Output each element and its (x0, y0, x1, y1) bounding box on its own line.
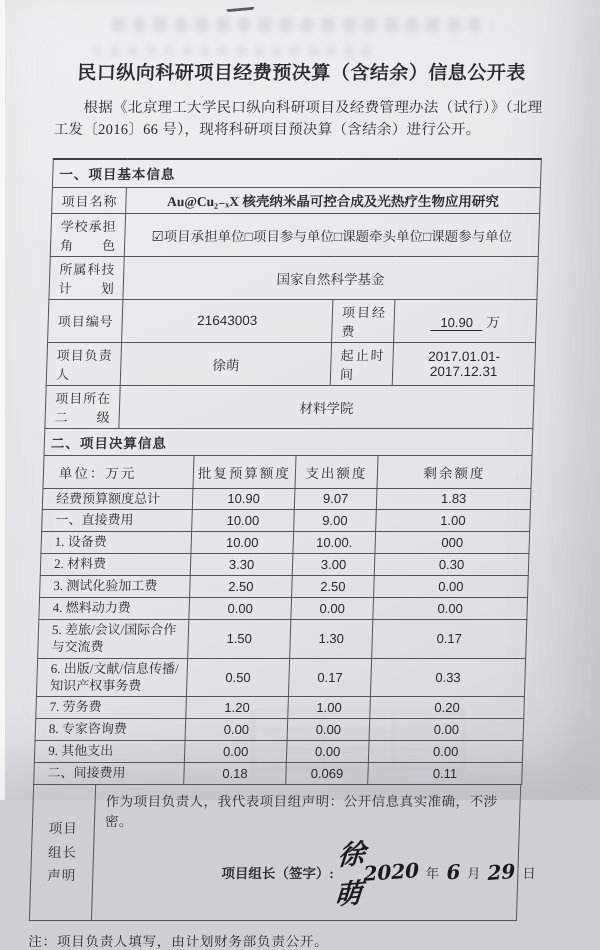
row-label: 经费预算额度总计 (42, 488, 193, 510)
approved-amount: 0.00 (184, 741, 287, 763)
table-row (50, 213, 539, 256)
signature-line (102, 833, 537, 911)
approved-amount: 0.00 (189, 597, 292, 619)
project-number-label: 项目编号 (48, 299, 123, 342)
fund-unit: 万 (486, 314, 501, 330)
spent-amount: 10.00. (293, 532, 376, 554)
budget-row (40, 576, 529, 598)
day-suffix: 日 (522, 865, 537, 881)
department-label: 项目所在二级 (45, 385, 120, 428)
declaration-label (29, 784, 95, 920)
budget-row (36, 697, 525, 719)
declaration-table (29, 784, 537, 921)
approved-amount: 1.20 (186, 697, 289, 719)
remaining-amount: 0.11 (368, 763, 523, 785)
paper-edge (0, 0, 5, 800)
table-row (45, 385, 534, 428)
table-row (49, 256, 538, 299)
leader-label: 项目负责人 (46, 342, 121, 385)
budget-row (41, 532, 530, 554)
spent-header: 支出额度 (295, 455, 378, 488)
remaining-amount: 0.33 (370, 658, 525, 697)
remaining-amount: 0.20 (370, 697, 525, 719)
row-label: 5. 差旅/会议/国际合作与交流费 (38, 619, 189, 658)
declaration-row (29, 784, 520, 920)
remaining-amount: 0.17 (372, 619, 527, 658)
row-label: 6. 出版/文献/信息传播/知识产权事务费 (36, 658, 187, 697)
remaining-amount: 1.83 (376, 488, 531, 510)
budget-row (34, 741, 523, 763)
department-value: 材料学院 (119, 385, 534, 428)
row-label: 2. 材料费 (40, 554, 191, 576)
row-label: 8. 专家咨询费 (35, 719, 186, 741)
remaining-amount: 0.00 (368, 741, 523, 763)
approved-amount: 10.90 (192, 488, 295, 510)
budget-row (38, 619, 527, 658)
project-number-value: 21643003 (122, 299, 333, 342)
row-label: 7. 劳务费 (36, 697, 187, 719)
signature-label: 项目组长（签字）: (221, 865, 335, 881)
remaining-amount: 0.00 (374, 576, 529, 598)
bleed-through-text (92, 46, 372, 56)
project-name-value: Au@Cu₂₋ₓX 核壳纳米晶可控合成及光热疗生物应用研究 (126, 187, 541, 213)
approved-amount: 10.00 (191, 532, 294, 554)
spent-amount: 0.00 (287, 719, 370, 741)
bleed-through-text (112, 18, 492, 32)
section-title-budget: 二、项目决算信息 (44, 428, 533, 455)
budget-row (42, 488, 531, 510)
budget-row (40, 554, 529, 576)
approved-amount: 10.00 (192, 510, 295, 532)
row-label: 一、直接费用 (42, 510, 193, 532)
intro-paragraph: 根据《北京理工大学民口纵向科研项目及经费管理办法（试行）》（北理工发〔2016〕66 号），现将科研项目预决算（含结余）进行公开。 (53, 100, 543, 138)
approved-amount: 1.50 (188, 619, 291, 658)
date-month: 6 (445, 859, 461, 885)
project-name-label: 项目名称 (52, 187, 127, 213)
date-day: 29 (487, 859, 516, 885)
row-label: 3. 测试化验加工费 (40, 576, 191, 598)
page-title: 民口纵向科研项目经费预决算（含结余）信息公开表 (76, 63, 527, 84)
period-label: 起止时间 (330, 342, 393, 385)
program-value: 国家自然科学基金 (123, 256, 538, 299)
project-fund-value (394, 299, 537, 342)
declaration-body (91, 784, 537, 920)
handwritten-signature: 徐萌 (332, 838, 366, 911)
row-label: 二、间接费用 (34, 763, 185, 785)
table-row (48, 299, 537, 342)
budget-row (36, 658, 525, 697)
spent-amount: 9.07 (294, 488, 377, 510)
spent-amount: 0.00 (286, 741, 369, 763)
approved-header: 批复预算额度 (193, 455, 296, 488)
form-document (28, 58, 548, 950)
remaining-header: 剩余额度 (377, 455, 532, 488)
spent-amount: 0.00 (291, 597, 374, 619)
approved-amount: 3.30 (190, 554, 293, 576)
budget-row (39, 597, 528, 619)
remaining-amount: 0.30 (374, 554, 529, 576)
project-fund-label: 项目经费 (332, 299, 395, 342)
period-value: 2017.01.01-2017.12.31 (392, 342, 535, 385)
declaration-label-line: 声明 (47, 868, 77, 884)
table-row (52, 187, 541, 213)
date-year: 2020 (362, 858, 420, 886)
approved-amount: 0.50 (186, 658, 289, 697)
paper-clip-mark (226, 0, 255, 12)
approved-amount: 2.50 (190, 576, 293, 598)
budget-table (33, 428, 533, 785)
spent-amount: 9.00 (294, 510, 377, 532)
school-role-label: 学校承担角色 (50, 213, 125, 256)
spent-amount: 0.17 (288, 658, 371, 697)
spent-amount: 1.30 (290, 619, 373, 658)
declaration-label-line: 项目 (48, 821, 79, 837)
budget-row (42, 510, 531, 532)
approved-amount: 0.00 (185, 719, 288, 741)
remaining-amount: 000 (375, 532, 530, 554)
budget-row (35, 719, 524, 741)
section-title-basic-info: 一、项目基本信息 (52, 159, 541, 188)
declaration-label-line: 组长 (47, 844, 78, 860)
handwritten-date (363, 860, 547, 884)
table-row (46, 342, 535, 385)
approved-amount: 0.18 (184, 763, 287, 785)
row-label: 4. 燃料动力费 (39, 597, 190, 619)
declaration-statement: 作为项目负责人，我代表项目组声明：公开信息真实准确，不涉密。 (104, 793, 498, 829)
program-label: 所属科技计划 (49, 256, 124, 299)
year-suffix: 年 (425, 865, 440, 881)
budget-header-row (43, 455, 532, 488)
school-role-checkboxes: ☑项目承担单位□项目参与单位□课题牵头单位□课题参与单位 (124, 213, 539, 256)
month-suffix: 月 (466, 865, 481, 881)
remaining-amount: 0.00 (373, 597, 528, 619)
unit-header: 单位：万元 (43, 455, 194, 488)
spent-amount: 2.50 (292, 576, 375, 598)
row-label: 9. 其他支出 (34, 741, 185, 763)
footnote: 注：项目负责人填写，由计划财务部负责公开。 (28, 933, 329, 949)
fund-amount: 10.90 (430, 315, 483, 331)
row-label: 1. 设备费 (41, 532, 192, 554)
basic-info-table (44, 158, 542, 429)
remaining-amount: 0.00 (369, 719, 524, 741)
leader-value: 徐萌 (120, 342, 331, 385)
spent-amount: 1.00 (288, 697, 371, 719)
spent-amount: 0.069 (286, 763, 369, 785)
remaining-amount: 1.00 (376, 510, 531, 532)
spent-amount: 3.00 (292, 554, 375, 576)
budget-row (34, 763, 523, 785)
